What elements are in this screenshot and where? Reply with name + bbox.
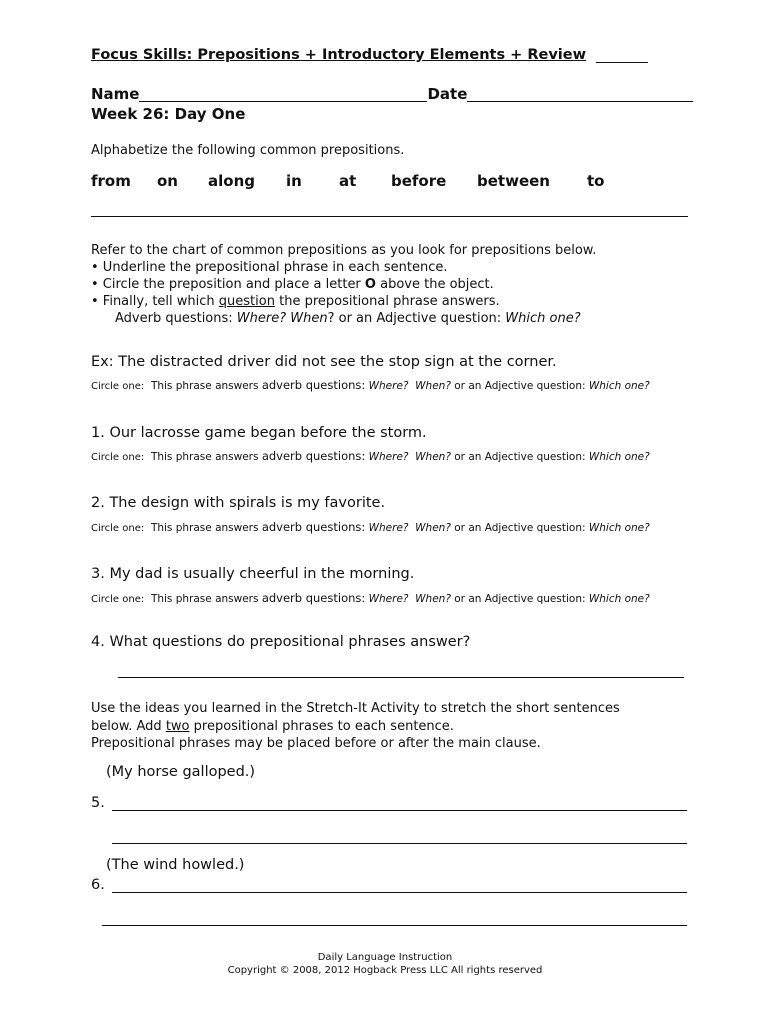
week-label: Week 26: Day One [91, 105, 246, 123]
stretch-line: Use the ideas you learned in the Stretch-It Activity to stretch the short sentences [91, 701, 620, 716]
page-title: Focus Skills: Prepositions + Introductory Elements + Review [91, 47, 648, 63]
footer-title: Daily Language Instruction [317, 952, 453, 963]
date-label: Date [427, 85, 468, 103]
alphabetize-instruction: Alphabetize the following common prepositions. [91, 143, 405, 158]
title-underline [596, 47, 648, 63]
sentence-1: 1. Our lacrosse game began before the storm. [91, 425, 427, 441]
name-blank[interactable] [139, 85, 427, 102]
preposition-word: between [477, 172, 550, 190]
alphabetize-answer-line[interactable] [91, 216, 688, 217]
date-blank[interactable] [467, 85, 693, 102]
refer-instructions [91, 242, 596, 327]
question-4-answer-line[interactable] [118, 677, 684, 678]
answer-line-5a[interactable] [112, 810, 687, 811]
refer-bullet: • Circle the preposition and place a letter O above the object. [91, 277, 494, 292]
short-sentence-6: (The wind howled.) [106, 857, 245, 873]
short-sentence-5: (My horse galloped.) [106, 764, 256, 780]
item-number-5: 5. [91, 795, 105, 811]
stretch-line: Prepositional phrases may be placed before or after the main clause. [91, 736, 541, 751]
circle-one-line[interactable]: Circle one: This phrase answers adverb questions: Where? When? or an Adjective question: Which one? [91, 520, 650, 534]
circle-one-line[interactable]: Circle one: This phrase answers adverb questions: Where? When? or an Adjective question: Which one? [91, 591, 650, 605]
answer-line-5b[interactable] [112, 843, 687, 844]
circle-one-line[interactable]: Circle one: This phrase answers adverb questions: Where? When? or an Adjective question: Which one? [91, 449, 650, 463]
sentence-3: 3. My dad is usually cheerful in the morning. [91, 566, 415, 582]
item-number-6: 6. [91, 877, 105, 893]
example-sentence: Ex: The distracted driver did not see the stop sign at the corner. [91, 354, 557, 370]
answer-line-6b[interactable] [102, 925, 687, 926]
preposition-word: before [391, 172, 447, 190]
preposition-word: to [587, 172, 605, 190]
preposition-word: in [286, 172, 302, 190]
question-types: Adverb questions: Where? When? or an Adjective question: Which one? [115, 311, 581, 326]
refer-bullet: • Underline the prepositional phrase in each sentence. [91, 260, 448, 275]
preposition-word: along [208, 172, 255, 190]
circle-one-line[interactable]: Circle one: This phrase answers adverb questions: Where? When? or an Adjective question: Which one? [91, 378, 650, 392]
name-date-line [91, 85, 693, 103]
sentence-2: 2. The design with spirals is my favorite. [91, 495, 386, 511]
question-4: 4. What questions do prepositional phrases answer? [91, 634, 471, 650]
preposition-word: on [157, 172, 178, 190]
footer-copyright: Copyright © 2008, 2012 Hogback Press LLC All rights reserved [227, 965, 543, 976]
preposition-word: from [91, 172, 131, 190]
refer-intro: Refer to the chart of common prepositions as you look for prepositions below. [91, 243, 597, 258]
answer-line-6a[interactable] [112, 892, 687, 893]
stretch-instructions [91, 700, 620, 753]
refer-bullet: • Finally, tell which question the prepositional phrase answers. [91, 294, 500, 309]
preposition-word: at [339, 172, 357, 190]
name-label: Name [91, 85, 140, 103]
stretch-line: below. Add two prepositional phrases to each sentence. [91, 718, 454, 734]
